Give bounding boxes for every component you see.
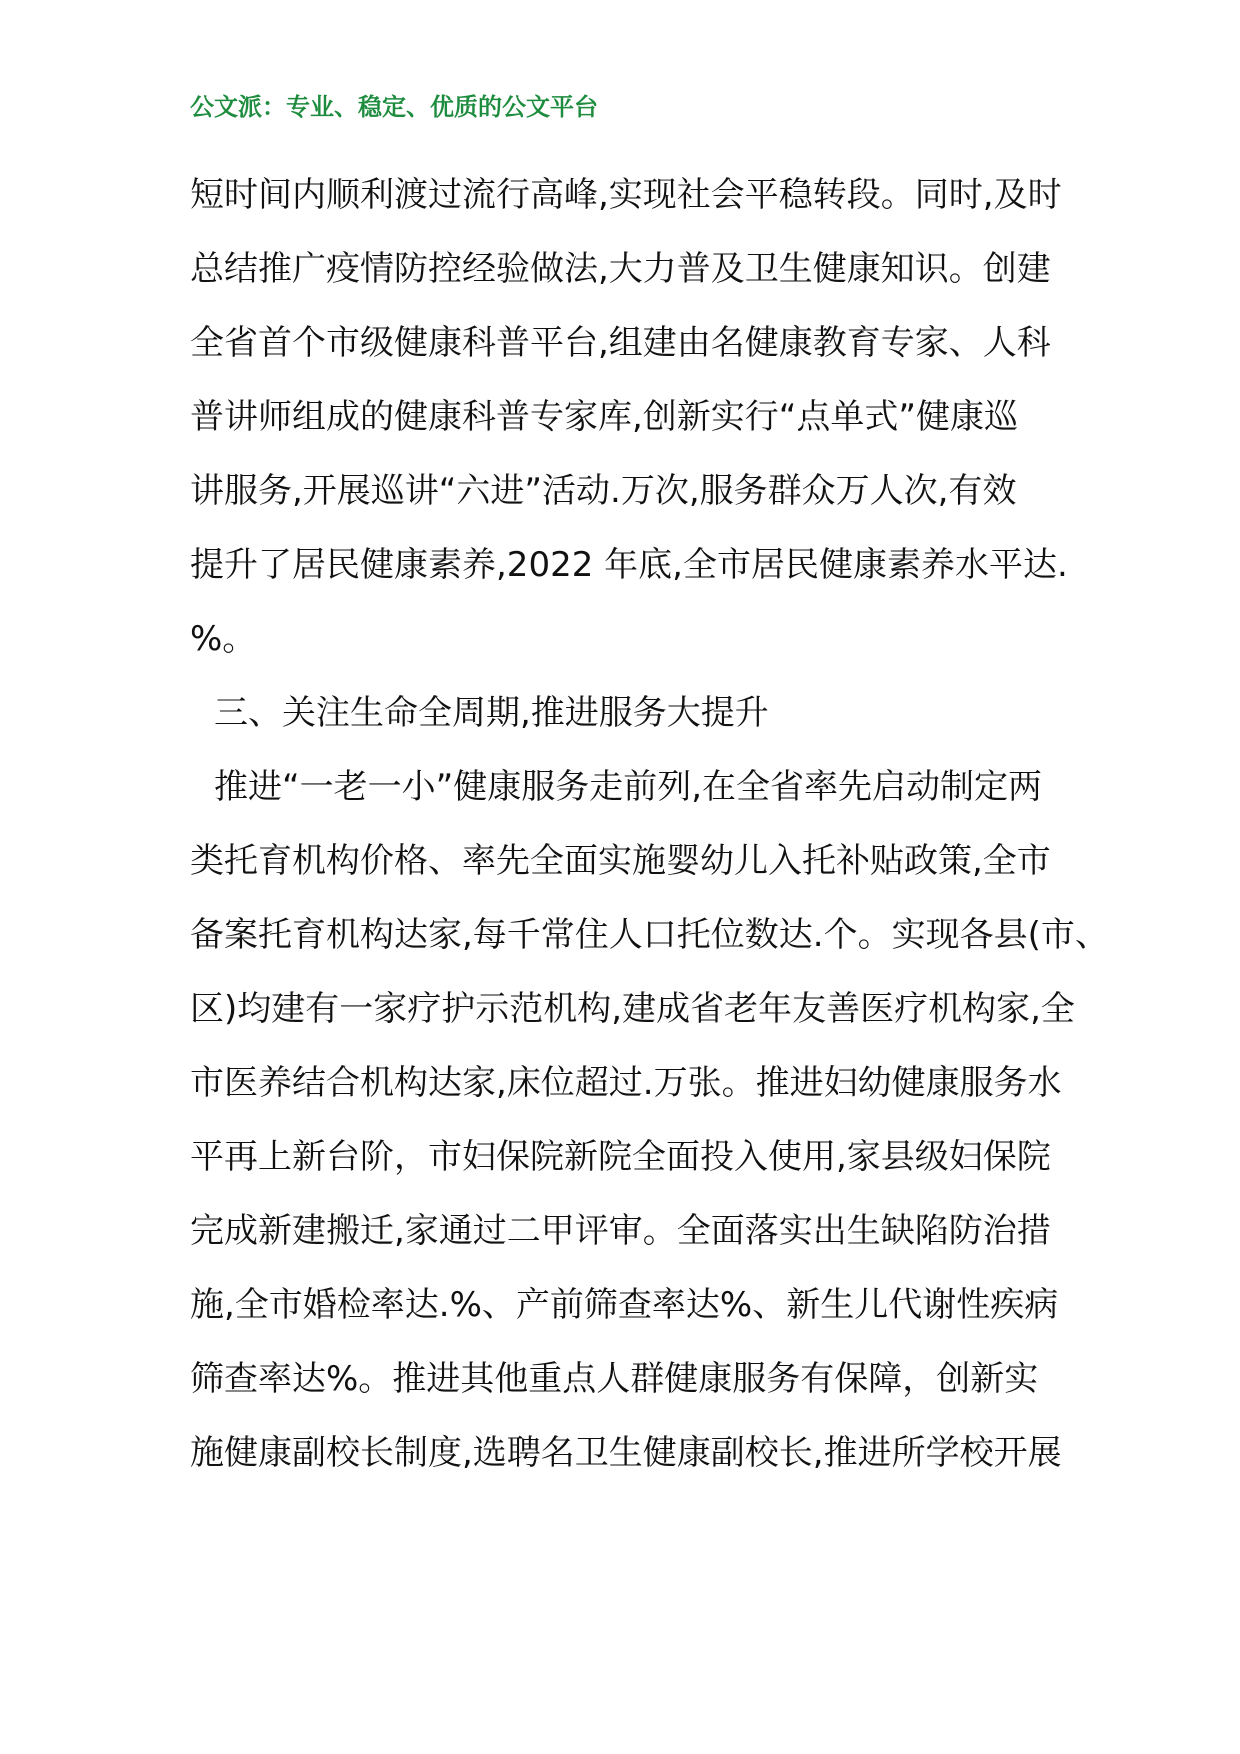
document-body — [190, 165, 1109, 1497]
body-line-10: 类托育机构价格、率先全面实施婴幼儿入托补贴政策,全市 — [190, 841, 1051, 881]
body-line-9: 推进“一老一小”健康服务走前列,在全省率先启动制定两 — [214, 767, 1043, 807]
body-line-4: 普讲师组成的健康科普专家库,创新实行“点单式”健康巡 — [190, 397, 1019, 437]
section-heading: 三、关注生命全周期,推进服务大提升 — [214, 693, 769, 733]
body-line-14: 平再上新台阶，市妇保院新院全面投入使用,家县级妇保院 — [190, 1137, 1051, 1177]
body-line-13: 市医养结合机构达家,床位超过.万张。推进妇幼健康服务水 — [190, 1063, 1062, 1103]
body-line-17: 筛查率达%。推进其他重点人群健康服务有保障，创新实 — [190, 1359, 1039, 1399]
body-line-7: %。 — [190, 619, 257, 659]
body-line-3: 全省首个市级健康科普平台,组建由名健康教育专家、人科 — [190, 323, 1051, 363]
site-header-title: 公文派：专业、稳定、优质的公文平台 — [190, 93, 598, 121]
body-line-2: 总结推广疫情防控经验做法,大力普及卫生健康知识。创建 — [190, 249, 1051, 289]
body-line-11: 备案托育机构达家,每千常住人口托位数达.个。实现各县(市、 — [190, 915, 1109, 955]
body-line-16: 施,全市婚检率达.%、产前筛查率达%、新生儿代谢性疾病 — [190, 1285, 1059, 1325]
body-line-1: 短时间内顺利渡过流行高峰,实现社会平稳转段。同时,及时 — [190, 175, 1062, 215]
body-line-12: 区)均建有一家疗护示范机构,建成省老年友善医疗机构家,全 — [190, 989, 1075, 1029]
body-line-15: 完成新建搬迁,家通过二甲评审。全面落实出生缺陷防治措 — [190, 1211, 1051, 1251]
body-line-6: 提升了居民健康素养,2022 年底,全市居民健康素养水平达. — [190, 545, 1068, 585]
body-line-18: 施健康副校长制度,选聘名卫生健康副校长,推进所学校开展 — [190, 1433, 1062, 1473]
body-line-5: 讲服务,开展巡讲“六进”活动.万次,服务群众万人次,有效 — [190, 471, 1017, 511]
